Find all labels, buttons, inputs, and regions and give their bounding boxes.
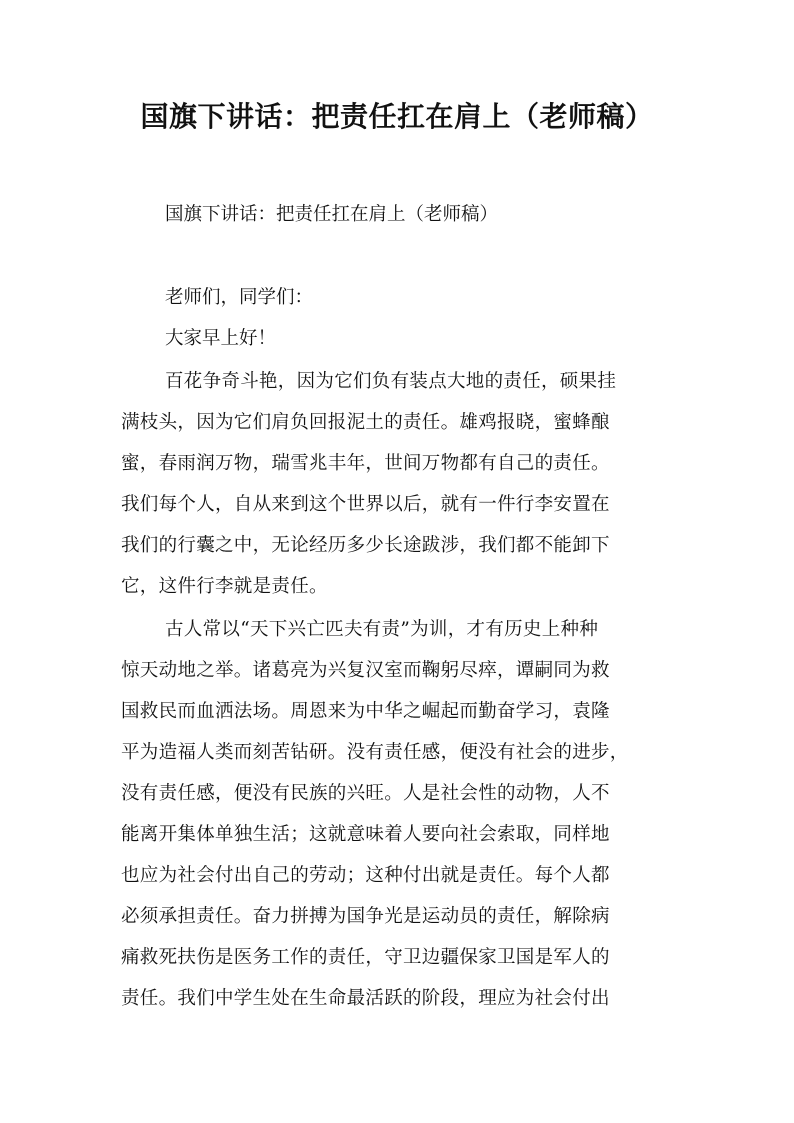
document-subtitle: 国旗下讲话：把责任扛在肩上（老师稿） xyxy=(165,204,499,225)
paragraph2-line: 国救民而血洒法场。周恩来为中华之崛起而勤奋学习，袁隆 xyxy=(121,701,610,722)
paragraph2-line: 惊天动地之举。诸葛亮为兴复汉室而鞠躬尽瘁，谭嗣同为救 xyxy=(121,660,610,681)
paragraph2-line: 必须承担责任。奋力拼搏为国争光是运动员的责任，解除病 xyxy=(121,906,610,927)
paragraph2-line: 平为造福人类而刻苦钻研。没有责任感，便没有社会的进步， xyxy=(121,742,629,763)
greeting: 大家早上好！ xyxy=(165,328,277,349)
paragraph1-line: 满枝头，因为它们肩负回报泥土的责任。雄鸡报晓，蜜蜂酿 xyxy=(121,412,610,433)
salutation: 老师们，同学们： xyxy=(165,287,314,308)
paragraph2-line: 没有责任感，便没有民族的兴旺。人是社会性的动物，人不 xyxy=(121,783,610,804)
paragraph1-line: 蜜，春雨润万物，瑞雪兆丰年，世间万物都有自己的责任。 xyxy=(121,453,610,474)
paragraph2-line: 责任。我们中学生处在生命最活跃的阶段，理应为社会付出 xyxy=(121,988,610,1009)
document-title: 国旗下讲话：把责任扛在肩上（老师稿） xyxy=(140,100,654,133)
paragraph1-line: 百花争奇斗艳，因为它们负有装点大地的责任，硕果挂 xyxy=(165,371,617,392)
paragraph2-line: 也应为社会付出自己的劳动；这种付出就是责任。每个人都 xyxy=(121,865,610,886)
paragraph2-line: 古人常以“天下兴亡匹夫有责”为训，才有历史上种种 xyxy=(165,619,599,640)
paragraph1-line: 我们每个人，自从来到这个世界以后，就有一件行李安置在 xyxy=(121,494,610,515)
paragraph1-line: 它，这件行李就是责任。 xyxy=(121,576,328,597)
paragraph2-line: 痛救死扶伤是医务工作的责任，守卫边疆保家卫国是军人的 xyxy=(121,947,610,968)
paragraph2-line: 能离开集体单独生活；这就意味着人要向社会索取，同样地 xyxy=(121,824,610,845)
paragraph1-line: 我们的行囊之中，无论经历多少长途跋涉，我们都不能卸下 xyxy=(121,535,610,556)
